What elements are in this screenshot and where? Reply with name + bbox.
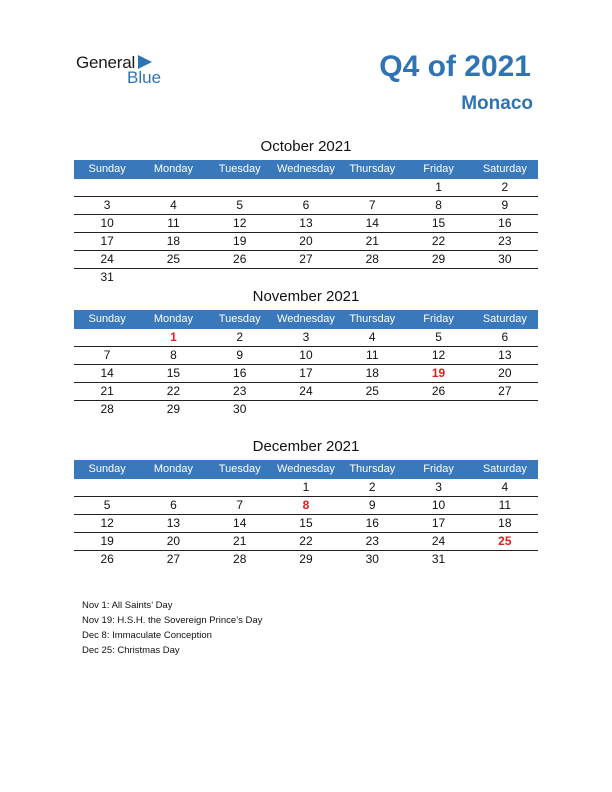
day-cell: 12	[431, 348, 446, 362]
day-cell: 22	[166, 384, 181, 398]
weekday-header	[74, 160, 538, 179]
day-cell: 29	[431, 252, 446, 266]
month-title: November 2021	[252, 288, 360, 305]
day-cell: 18	[498, 516, 512, 530]
day-cell: 14	[233, 516, 247, 530]
day-cell: 6	[170, 498, 177, 512]
day-cell	[405, 401, 471, 418]
month-grid	[74, 479, 538, 568]
day-cell: 11	[366, 348, 379, 362]
weekday-label: Friday	[423, 313, 454, 325]
day-cell: 28	[100, 402, 114, 416]
day-cell: 12	[100, 516, 114, 530]
day-cell: 26	[431, 384, 446, 398]
day-cell: 13	[299, 216, 313, 230]
month-november	[74, 288, 538, 418]
weekday-label: Friday	[423, 163, 454, 175]
day-cell: 7	[103, 348, 111, 362]
day-cell	[405, 269, 471, 286]
day-cell	[339, 179, 405, 196]
day-cell: 18	[365, 366, 379, 380]
day-cell: 25	[166, 252, 181, 266]
holiday-note: Nov 1: All Saints’ Day	[82, 600, 173, 611]
holiday-note: Nov 19: H.S.H. the Sovereign Prince’s Day	[82, 615, 263, 626]
weekday-label: Friday	[423, 463, 454, 475]
week-row	[74, 533, 538, 551]
week-row	[74, 269, 538, 286]
day-cell: 30	[233, 402, 247, 416]
day-cell	[339, 401, 405, 418]
day-cell: 19	[100, 534, 114, 548]
day-cell: 31	[431, 552, 446, 566]
day-cell	[472, 551, 538, 568]
weekday-label: Tuesday	[218, 463, 261, 475]
day-cell: 9	[501, 198, 509, 212]
month-grid	[74, 329, 538, 418]
day-cell: 3	[302, 330, 310, 344]
weekday-header	[74, 460, 538, 479]
logo-triangle-icon	[138, 55, 152, 69]
day-cell: 20	[498, 366, 512, 380]
holiday-day-cell: 8	[302, 498, 310, 512]
day-cell: 3	[103, 198, 111, 212]
logo-text-blue: Blue	[127, 68, 162, 87]
day-cell	[207, 479, 273, 496]
day-cell: 26	[233, 252, 247, 266]
weekday-label: Thursday	[349, 463, 396, 475]
day-cell: 13	[498, 348, 512, 362]
day-cell	[140, 479, 206, 496]
day-cell: 13	[166, 516, 181, 530]
day-cell: 1	[435, 180, 442, 194]
day-cell: 27	[498, 384, 512, 398]
month-october	[74, 138, 538, 286]
weekday-label: Sunday	[88, 163, 126, 175]
day-cell	[140, 179, 206, 196]
day-cell: 3	[435, 480, 442, 494]
day-cell: 2	[501, 180, 509, 194]
weekday-label: Wednesday	[277, 313, 335, 325]
day-cell: 24	[299, 384, 313, 398]
day-cell: 14	[365, 216, 379, 230]
day-cell: 1	[302, 480, 310, 494]
country-name: Monaco	[461, 93, 533, 114]
day-cell	[74, 329, 140, 346]
day-cell: 14	[100, 366, 114, 380]
day-cell: 28	[233, 552, 247, 566]
weekday-label: Wednesday	[277, 163, 335, 175]
day-cell: 7	[368, 198, 376, 212]
day-cell: 27	[299, 252, 313, 266]
weekday-header	[74, 310, 538, 329]
day-cell: 15	[431, 216, 446, 230]
day-cell: 5	[103, 498, 111, 512]
weekday-label: Saturday	[482, 313, 527, 325]
month-grid	[74, 179, 538, 286]
day-cell: 8	[170, 348, 177, 362]
month-title: December 2021	[252, 438, 360, 455]
weekday-label: Thursday	[349, 163, 396, 175]
week-row	[74, 251, 538, 269]
day-cell: 4	[170, 198, 177, 212]
day-cell: 27	[166, 552, 181, 566]
week-row	[74, 365, 538, 383]
holiday-notes	[82, 598, 262, 658]
day-cell	[472, 401, 538, 418]
day-cell: 9	[236, 348, 244, 362]
day-cell: 26	[100, 552, 114, 566]
day-cell	[207, 179, 273, 196]
weekday-label: Monday	[153, 313, 193, 325]
week-row	[74, 551, 538, 568]
week-row	[74, 401, 538, 418]
day-cell: 18	[166, 234, 181, 248]
day-cell: 30	[365, 552, 379, 566]
holiday-day-cell: 19	[431, 366, 446, 380]
day-cell: 23	[365, 534, 379, 548]
weekday-label: Tuesday	[218, 163, 261, 175]
day-cell: 2	[236, 330, 244, 344]
day-cell: 10	[100, 216, 114, 230]
day-cell: 16	[365, 516, 379, 530]
weekday-label: Thursday	[349, 313, 396, 325]
day-cell: 22	[299, 534, 313, 548]
day-cell: 5	[236, 198, 244, 212]
holiday-day-cell: 1	[170, 330, 177, 344]
day-cell: 19	[233, 234, 247, 248]
week-row	[74, 347, 538, 365]
logo-text-general: General	[76, 53, 136, 72]
week-row	[74, 479, 538, 497]
day-cell	[74, 179, 140, 196]
month-december	[74, 438, 538, 568]
day-cell: 22	[431, 234, 446, 248]
day-cell: 4	[368, 330, 376, 344]
day-cell: 4	[501, 480, 509, 494]
holiday-day-cell: 25	[498, 534, 512, 548]
day-cell: 21	[233, 534, 247, 548]
day-cell: 16	[233, 366, 247, 380]
day-cell: 23	[233, 384, 247, 398]
day-cell: 24	[431, 534, 446, 548]
holiday-note: Dec 25: Christmas Day	[82, 645, 180, 656]
week-row	[74, 329, 538, 347]
day-cell: 28	[365, 252, 379, 266]
weekday-label: Tuesday	[218, 313, 261, 325]
day-cell: 10	[299, 348, 313, 362]
day-cell: 11	[498, 498, 512, 512]
day-cell: 17	[299, 366, 313, 380]
day-cell: 12	[233, 216, 247, 230]
weekday-label: Monday	[153, 463, 193, 475]
generalblue-logo	[76, 53, 176, 87]
page-title: Q4 of 2021	[379, 50, 531, 83]
day-cell: 15	[299, 516, 313, 530]
day-cell: 21	[365, 234, 379, 248]
day-cell: 24	[100, 252, 114, 266]
day-cell: 30	[498, 252, 512, 266]
day-cell	[207, 269, 273, 286]
day-cell: 9	[368, 498, 376, 512]
day-cell	[140, 269, 206, 286]
day-cell: 6	[501, 330, 509, 344]
day-cell: 23	[498, 234, 512, 248]
day-cell: 8	[435, 198, 442, 212]
day-cell: 17	[431, 516, 446, 530]
weekday-label: Saturday	[482, 163, 527, 175]
day-cell: 29	[166, 402, 181, 416]
weekday-label: Saturday	[482, 463, 527, 475]
weekday-label: Wednesday	[277, 463, 335, 475]
day-cell: 11	[167, 216, 180, 230]
day-cell: 25	[365, 384, 379, 398]
week-row	[74, 215, 538, 233]
day-cell	[273, 401, 339, 418]
day-cell	[472, 269, 538, 286]
day-cell: 7	[236, 498, 244, 512]
weekday-label: Sunday	[88, 463, 126, 475]
day-cell: 17	[100, 234, 114, 248]
day-cell	[273, 269, 339, 286]
day-cell: 21	[100, 384, 114, 398]
week-row	[74, 497, 538, 515]
day-cell	[74, 479, 140, 496]
week-row	[74, 515, 538, 533]
day-cell: 15	[166, 366, 181, 380]
day-cell: 20	[166, 534, 181, 548]
week-row	[74, 179, 538, 197]
day-cell	[273, 179, 339, 196]
day-cell: 20	[299, 234, 313, 248]
day-cell: 16	[498, 216, 512, 230]
weekday-label: Sunday	[88, 313, 126, 325]
day-cell	[339, 269, 405, 286]
day-cell: 31	[100, 270, 114, 284]
day-cell: 10	[431, 498, 446, 512]
week-row	[74, 197, 538, 215]
weekday-label: Monday	[153, 163, 193, 175]
holiday-note: Dec 8: Immaculate Conception	[82, 630, 212, 641]
day-cell: 6	[302, 198, 310, 212]
day-cell: 5	[435, 330, 442, 344]
month-title: October 2021	[260, 138, 352, 155]
week-row	[74, 383, 538, 401]
day-cell: 29	[299, 552, 313, 566]
week-row	[74, 233, 538, 251]
day-cell: 2	[368, 480, 376, 494]
